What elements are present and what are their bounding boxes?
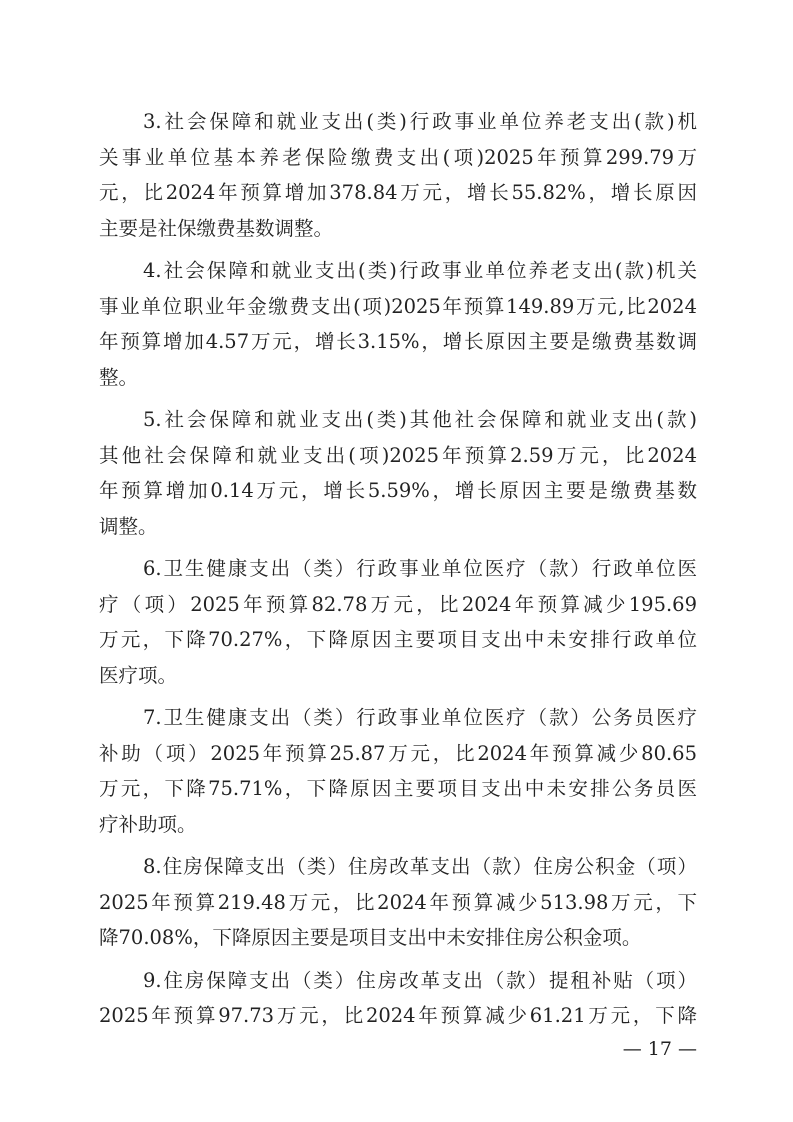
text-line: 2025年预算97.73万元，比2024年预算减少61.21万元，下降 — [99, 1004, 697, 1027]
text-line: 5.社会保障和就业支出(类)其他社会保障和就业支出(款) — [143, 408, 697, 431]
text-line: 主要是社保缴费基数调整。 — [99, 216, 334, 240]
text-line: 事业单位职业年金缴费支出(项)2025年预算149.89万元,比2024 — [99, 294, 697, 318]
text-line: 4.社会保障和就业支出(类)行政事业单位养老支出(款)机关 — [143, 259, 697, 282]
paragraph-5 — [99, 402, 697, 544]
paragraph-7 — [99, 700, 697, 842]
text-line: 补助（项）2025年预算25.87万元，比2024年预算减少80.65 — [99, 741, 697, 765]
text-line: 6.卫生健康支出（类）行政事业单位医疗（款）行政单位医 — [143, 557, 697, 580]
text-line: 降70.08%，下降原因主要是项目支出中未安排住房公积金项。 — [99, 926, 642, 949]
text-line: 万元，下降70.27%，下降原因主要项目支出中未安排行政单位 — [99, 628, 697, 651]
paragraph-6 — [99, 551, 697, 693]
text-line: 年预算增加0.14万元，增长5.59%，增长原因主要是缴费基数 — [99, 479, 697, 502]
paragraph-4 — [99, 253, 697, 395]
text-line: 疗（项）2025年预算82.78万元，比2024年预算减少195.69 — [99, 592, 697, 616]
page-number: — 17 — — [622, 1038, 697, 1060]
text-line: 7.卫生健康支出（类）行政事业单位医疗（款）公务员医疗 — [143, 706, 697, 729]
text-line: 年预算增加4.57万元，增长3.15%，增长原因主要是缴费基数调 — [99, 330, 697, 353]
text-line: 调整。 — [99, 514, 158, 538]
text-line: 3.社会保障和就业支出(类)行政事业单位养老支出(款)机 — [143, 110, 697, 133]
text-line: 其他社会保障和就业支出(项)2025年预算2.59万元，比2024 — [99, 443, 697, 467]
paragraph-3 — [99, 104, 697, 246]
text-line: 万元，下降75.71%，下降原因主要项目支出中未安排公务员医 — [99, 777, 697, 800]
text-line: 整。 — [99, 365, 139, 389]
text-line: 疗补助项。 — [99, 812, 197, 836]
paragraph-8 — [99, 849, 697, 956]
text-line: 8.住房保障支出（类）住房改革支出（款）住房公积金（项） — [143, 855, 697, 878]
text-line: 关事业单位基本养老保险缴费支出(项)2025年预算299.79万 — [99, 145, 697, 169]
text-line: 9.住房保障支出（类）住房改革支出（款）提租补贴（项） — [143, 968, 697, 992]
text-line: 医疗项。 — [99, 663, 178, 687]
text-line: 2025年预算219.48万元，比2024年预算减少513.98万元，下 — [99, 890, 697, 914]
paragraph-9 — [99, 963, 697, 1034]
body-text — [99, 104, 697, 1041]
text-line: 元，比2024年预算增加378.84万元，增长55.82%，增长原因 — [99, 181, 697, 204]
